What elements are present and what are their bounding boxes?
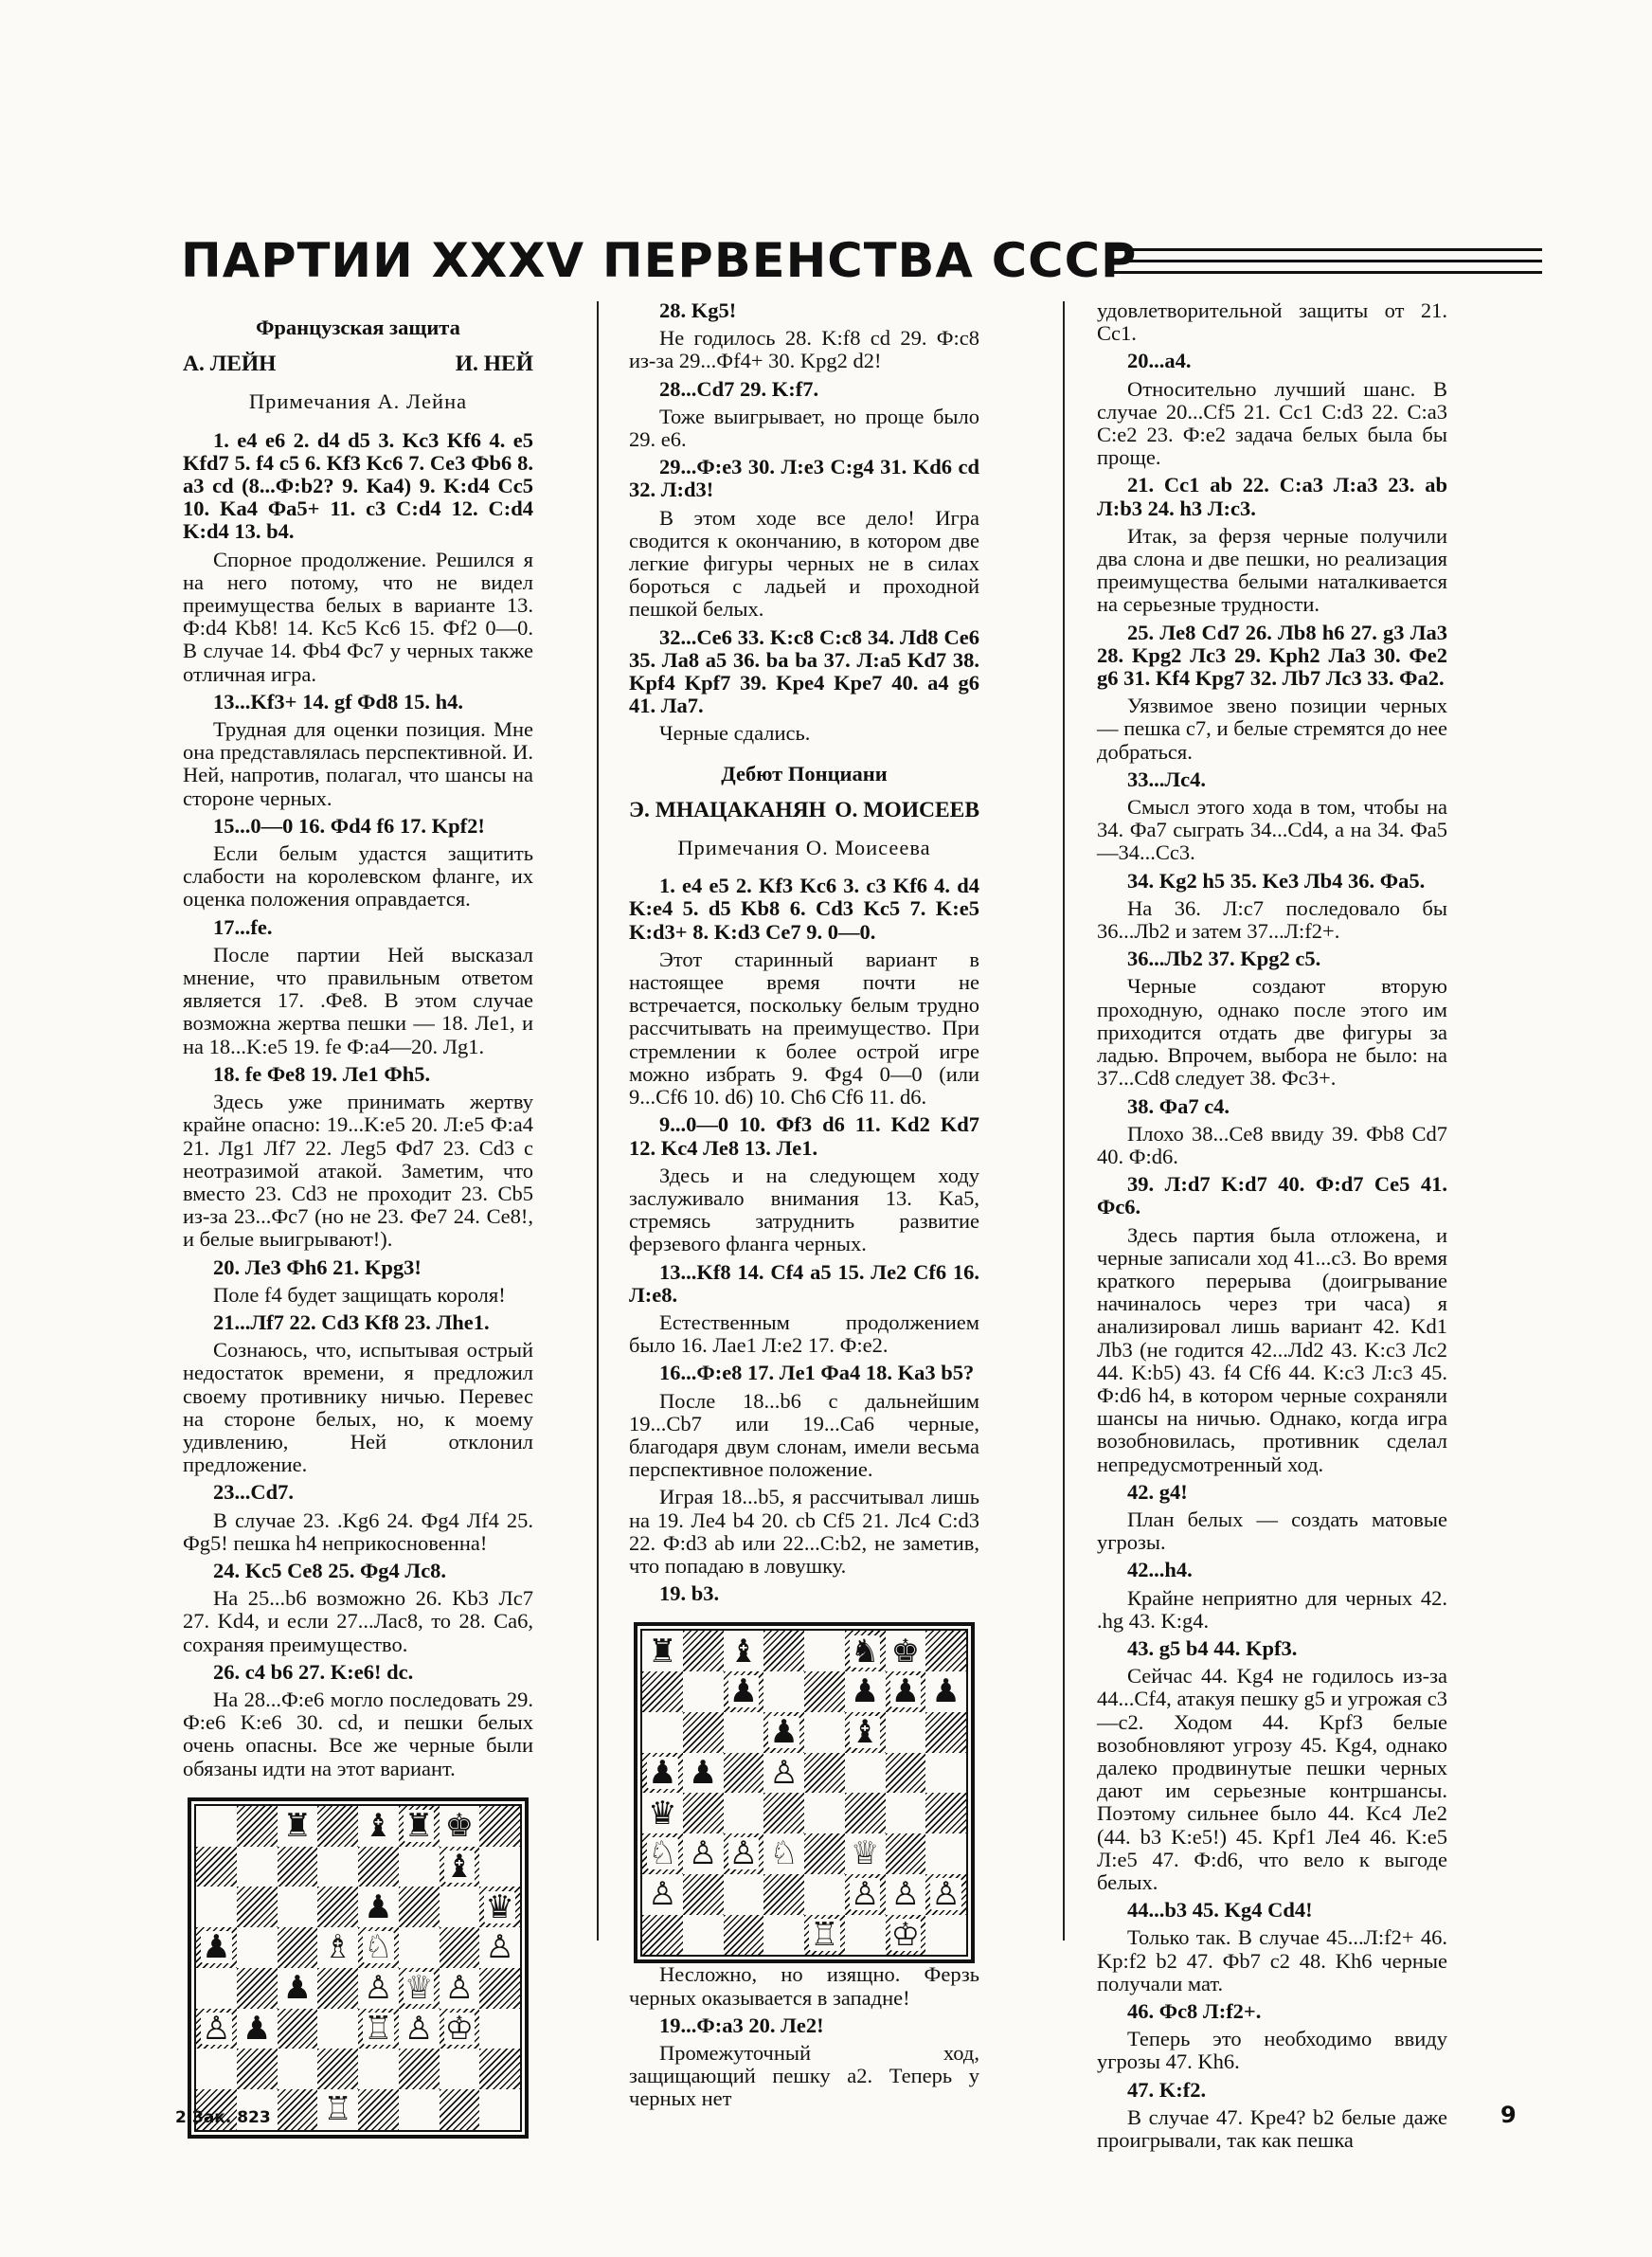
- footer-print-mark: 2 Зак. 823: [175, 2108, 271, 2127]
- moves-text: 21...Лf7 22. Cd3 Kf8 23. Лhe1.: [213, 1309, 490, 1334]
- players-line: [629, 799, 979, 822]
- board-square: [642, 1753, 683, 1794]
- commentary-text: Крайне неприятно для черных 42. .hg 43. K:g4.: [1097, 1585, 1447, 1633]
- commentary-text: Спорное продолжение. Решился я на него потому, что не видел преимущества белых в варианте 13. Ф:d4 Kb8! 14. Kc5 Kc6 15. Фf2 0—0. В случае 14. Фb4 Фc7 у черных также отличная игра.: [183, 547, 533, 686]
- board-square: [317, 2009, 358, 2049]
- chess-piece: ♟: [282, 1969, 313, 2008]
- chess-piece: ♛: [485, 1887, 514, 1926]
- board-square: [683, 1753, 724, 1794]
- commentary-text: В случае 23. .Kg6 24. Фg4 Лf4 25. Фg5! пешка h4 неприкосновенна!: [183, 1508, 533, 1555]
- board-square: [804, 1671, 845, 1712]
- board-square: [845, 1753, 886, 1794]
- board-square: [278, 1806, 318, 1847]
- board-square: [440, 1927, 480, 1968]
- commentary-text: План белых — создать матовые угрозы.: [1097, 1507, 1447, 1555]
- board-square: [804, 1833, 845, 1874]
- board-square: [237, 2009, 278, 2049]
- board-square: [886, 1631, 926, 1671]
- board-square: [804, 1712, 845, 1753]
- moves-text: 38. Фa7 c4.: [1127, 1093, 1230, 1118]
- board-square: [479, 2089, 520, 2130]
- board-square: [724, 1874, 764, 1915]
- board-square: [925, 1631, 966, 1671]
- commentary-text: Смысл этого хода в том, чтобы на 34. Фa7 сыграть 34...Cd4, а на 34. Фa5—34...Cc3.: [1097, 795, 1447, 865]
- board-square: [642, 1833, 683, 1874]
- board-square: [440, 2049, 480, 2089]
- board-square: [196, 2049, 237, 2089]
- text-column-2: [629, 299, 979, 2116]
- board-square: [683, 1671, 724, 1712]
- moves-text: 23...Cd7.: [213, 1480, 295, 1505]
- chess-piece: ♘: [364, 1928, 393, 1967]
- moves-text: 1. e4 e5 2. Kf3 Kc6 3. c3 Kf6 4. d4 K:e4 5. d5 Kb8 6. Cd3 Kc5 7. K:e5 K:d3+ 8. K:d3 Ce7 9. 0—0.: [629, 874, 979, 944]
- board-square: [358, 1887, 399, 1927]
- board-square: [317, 2049, 358, 2089]
- commentary-text: На 28...Ф:e6 могло последовать 29. Ф:e6 K:e6 30. cd, и пешки белых очень опасны. Все же черные были обязаны идти на этот вариант.: [183, 1687, 533, 1780]
- board-square: [317, 1806, 358, 1847]
- board-square: [358, 1847, 399, 1887]
- moves-text: 36...Лb2 37. Kpg2 c5.: [1127, 947, 1321, 971]
- board-square: [642, 1631, 683, 1671]
- chess-board: [640, 1629, 968, 1957]
- board-square: [925, 1874, 966, 1915]
- commentary-text: Теперь это необходимо ввиду угрозы 47. Kh6.: [1097, 2027, 1447, 2074]
- moves-text: 20...a4.: [1127, 349, 1192, 373]
- moves-text: 1. e4 e6 2. d4 d5 3. Kc3 Kf6 4. e5 Kfd7 5. f4 c5 6. Kf3 Kc6 7. Ce3 Фb6 8. a3 cd (8...Ф:b2? 9. Ka4) 9. K:d4 Cc5 10. Ka4 Фa5+ 11. c3 C:d4 12. C:d4 K:d4 13. b4.: [183, 427, 533, 544]
- moves-text: 9...0—0 10. Фf3 d6 11. Kd2 Kd7 12. Kc4 Лe8 13. Лe1.: [629, 1112, 979, 1160]
- board-square: [642, 1671, 683, 1712]
- board-square: [642, 1915, 683, 1956]
- commentary-text: Этот старинный вариант в настоящее время почти не встречается, поскольку белым трудно рассчитывать на преимущество. При стремлении к более острой игре можно избрать 9. Фg4 0—0 (или 9...Cf6 10. d6) 10. Ch6 Cf6 11. d6.: [629, 947, 979, 1110]
- board-square: [479, 2049, 520, 2089]
- board-square: [440, 2089, 480, 2130]
- board-square: [886, 1793, 926, 1833]
- moves-text: 24. Kc5 Ce8 25. Фg4 Лc8.: [213, 1558, 447, 1582]
- board-square: [845, 1915, 886, 1956]
- board-square: [399, 1806, 440, 1847]
- board-square: [763, 1671, 804, 1712]
- chess-piece: ♗: [323, 1928, 352, 1967]
- board-square: [358, 1806, 399, 1847]
- annotator-line: Примечания О. Моисеева: [677, 836, 931, 860]
- chess-piece: ♟: [931, 1672, 961, 1711]
- board-square: [358, 2009, 399, 2049]
- commentary-text: Играя 18...b5, я рассчитывал лишь на 19. Лe4 b4 20. cb Cf5 21. Лc4 C:d3 22. Ф:d3 ab или 22...C:b2, не заметив, что попадаю в ловушку.: [629, 1485, 979, 1578]
- black-player: О. МОИСЕЕВ: [835, 797, 979, 822]
- chess-piece: ♕: [850, 1834, 880, 1873]
- moves-text: 42. g4!: [1127, 1479, 1188, 1504]
- board-square: [845, 1671, 886, 1712]
- chess-piece: ♞: [850, 1632, 880, 1670]
- board-square: [683, 1833, 724, 1874]
- board-square: [317, 1927, 358, 1968]
- chess-piece: ♘: [648, 1834, 677, 1873]
- commentary-text: В случае 47. Kpe4? b2 белые даже проигрывали, так как пешка: [1097, 2104, 1447, 2153]
- chess-piece: ♟: [769, 1713, 799, 1752]
- board-square: [479, 2009, 520, 2049]
- board-square: [479, 1887, 520, 1927]
- chess-piece: ♟: [850, 1672, 880, 1711]
- board-square: [440, 1847, 480, 1887]
- board-square: [724, 1753, 764, 1794]
- commentary-text: Несложно, но изящно. Ферзь черных оказывается в западне!: [629, 1962, 979, 2010]
- chess-piece: ♖: [323, 2090, 352, 2129]
- chess-piece: ♙: [890, 1875, 921, 1914]
- commentary-text: В этом ходе все дело! Игра сводится к окончанию, в котором две легкие фигуры черных не в силах бороться с ладьей и проходной пешкой белых.: [629, 505, 979, 622]
- board-square: [925, 1793, 966, 1833]
- chess-piece: ♟: [648, 1753, 677, 1792]
- board-square: [845, 1712, 886, 1753]
- board-square: [845, 1833, 886, 1874]
- commentary-text: Итак, за ферзя черные получили два слона и две пешки, но реализация преимущества белыми наталкивается на серьезные трудности.: [1097, 523, 1447, 617]
- board-square: [237, 1887, 278, 1927]
- board-square: [763, 1874, 804, 1915]
- chess-piece: ♟: [688, 1753, 718, 1792]
- board-square: [886, 1833, 926, 1874]
- board-square: [237, 1847, 278, 1887]
- chess-piece: ♙: [769, 1753, 799, 1792]
- moves-text: 28...Cd7 29. K:f7.: [659, 376, 819, 401]
- board-square: [804, 1793, 845, 1833]
- black-player: И. НЕЙ: [455, 352, 533, 377]
- board-square: [196, 2009, 237, 2049]
- board-square: [440, 2009, 480, 2049]
- commentary-text: Промежуточный ход, защищающий пешку a2. Теперь у черных нет: [629, 2040, 979, 2111]
- moves-text: 44...b3 45. Kg4 Cd4!: [1127, 1898, 1313, 1923]
- chess-piece: ♚: [890, 1632, 921, 1670]
- board-square: [724, 1915, 764, 1956]
- page-title: ПАРТИИ XXXV ПЕРВЕНСТВА СССР: [181, 233, 1138, 288]
- moves-text: 47. K:f2.: [1127, 2077, 1207, 2102]
- chess-piece: ♙: [404, 2009, 434, 2048]
- board-square: [763, 1712, 804, 1753]
- page-number: 9: [1500, 2102, 1517, 2128]
- board-square: [845, 1874, 886, 1915]
- board-square: [237, 1968, 278, 2009]
- text-column-3: [1097, 299, 1447, 2157]
- chess-piece: ♜: [404, 1807, 434, 1846]
- board-square: [358, 2089, 399, 2130]
- board-square: [724, 1712, 764, 1753]
- commentary-text: На 25...b6 возможно 26. Kb3 Лc7 27. Kd4, и если 27...Лac8, то 28. Ca6, сохраняя преимущество.: [183, 1586, 533, 1656]
- board-square: [642, 1712, 683, 1753]
- text-column-1: [183, 299, 533, 2139]
- commentary-text: Черные создают вторую проходную, однако после этого им приходится отдать две фигуры за ладью. Впрочем, выбора не было: на 37...Cd8 следует 38. Фc3+.: [1097, 974, 1447, 1091]
- board-square: [925, 1915, 966, 1956]
- chess-piece: ♝: [850, 1713, 880, 1752]
- board-square: [399, 1927, 440, 1968]
- board-square: [763, 1833, 804, 1874]
- board-square: [440, 1887, 480, 1927]
- chess-piece: ♝: [728, 1632, 759, 1670]
- commentary-text: Трудная для оценки позиция. Мне она представлялась перспективной. И. Ней, напротив, полагал, что шансы на стороне черных.: [183, 717, 533, 810]
- moves-text: 17...fe.: [213, 914, 273, 939]
- moves-text: 32...Ce6 33. K:c8 C:c8 34. Лd8 Ce6 35. Лa8 a5 36. ba ba 37. Л:a5 Kd7 38. Kpf4 Kpf7 39. Kpe4 Kpe7 40. a4 g6 41. Лa7.: [629, 624, 979, 718]
- board-square: [724, 1671, 764, 1712]
- moves-text: 16...Ф:e8 17. Лe1 Фa4 18. Ka3 b5?: [659, 1361, 975, 1385]
- board-square: [278, 1968, 318, 2009]
- commentary-text: После партии Ней высказал мнение, что правильным ответом является 17. .Фe8. В этом случае возможна жертва пешки — 18. Лe1, и на 18...K:e5 19. fe Ф:a4—20. Лg1.: [183, 942, 533, 1058]
- board-square: [237, 1806, 278, 1847]
- moves-text: 15...0—0 16. Фd4 f6 17. Kpf2!: [213, 813, 485, 838]
- commentary-text: Здесь и на следующем ходу заслуживало внимания 13. Ka5, стремясь затруднить развитие ферзевого фланга черных.: [629, 1163, 979, 1256]
- board-square: [845, 1631, 886, 1671]
- chess-piece: ♟: [728, 1672, 759, 1711]
- chess-piece: ♘: [769, 1834, 799, 1873]
- board-square: [479, 1847, 520, 1887]
- commentary-text: Относительно лучший шанс. В случае 20...Cf5 21. Cc1 C:d3 22. C:a3 C:e2 23. Ф:e2 задача белых была бы проще.: [1097, 376, 1447, 470]
- moves-text: 13...Kf8 14. Cf4 a5 15. Лe2 Cf6 16. Л:e8.: [629, 1259, 979, 1307]
- commentary-text: Плохо 38...Ce8 ввиду 39. Фb8 Cd7 40. Ф:d6.: [1097, 1121, 1447, 1168]
- chess-piece: ♖: [810, 1915, 839, 1954]
- moves-text: 20. Лe3 Фh6 21. Kpg3!: [213, 1255, 422, 1279]
- board-square: [440, 1806, 480, 1847]
- board-square: [724, 1793, 764, 1833]
- board-square: [278, 2049, 318, 2089]
- players-line: [183, 352, 533, 375]
- board-square: [925, 1753, 966, 1794]
- column-divider-1: [597, 301, 599, 1941]
- board-square: [763, 1631, 804, 1671]
- moves-text: 33...Лc4.: [1127, 767, 1207, 791]
- board-square: [196, 1806, 237, 1847]
- commentary-text: удовлетворительной защиты от 21. Cc1.: [1097, 298, 1447, 346]
- board-square: [763, 1753, 804, 1794]
- board-square: [317, 1847, 358, 1887]
- chess-piece: ♙: [202, 2009, 231, 2048]
- commentary-text: На 36. Л:c7 последовало бы 36...Лb2 и затем 37...Л:f2+.: [1097, 895, 1447, 944]
- board-square: [804, 1753, 845, 1794]
- board-square: [358, 1927, 399, 1968]
- chess-diagram: [634, 1622, 975, 1963]
- chess-piece: ♟: [364, 1887, 393, 1926]
- moves-text: 29...Ф:e3 30. Л:e3 C:g4 31. Kd6 cd 32. Л:d3!: [629, 455, 979, 502]
- chess-piece: ♙: [688, 1834, 718, 1873]
- board-square: [399, 1887, 440, 1927]
- board-square: [479, 1806, 520, 1847]
- board-square: [278, 1847, 318, 1887]
- board-square: [925, 1671, 966, 1712]
- board-square: [683, 1712, 724, 1753]
- board-square: [763, 1915, 804, 1956]
- board-square: [886, 1753, 926, 1794]
- board-square: [642, 1793, 683, 1833]
- moves-text: 19...Ф:a3 20. Лe2!: [659, 2013, 824, 2037]
- board-square: [886, 1915, 926, 1956]
- white-player: Э. МНАЦАКАНЯН: [629, 797, 826, 822]
- commentary-text: Черные сдались.: [659, 721, 811, 746]
- board-square: [724, 1833, 764, 1874]
- chess-piece: ♟: [242, 2009, 272, 2048]
- board-square: [317, 1968, 358, 2009]
- chess-piece: ♙: [485, 1928, 514, 1967]
- moves-text: 39. Л:d7 K:d7 40. Ф:d7 Ce5 41. Фc6.: [1097, 1172, 1447, 1219]
- annotator-line: Примечания А. Лейна: [248, 389, 468, 414]
- board-square: [358, 1968, 399, 2009]
- chess-diagram: [188, 1797, 529, 2139]
- board-square: [278, 1927, 318, 1968]
- chess-piece: ♙: [648, 1875, 677, 1914]
- chess-piece: ♙: [728, 1834, 759, 1873]
- commentary-text: Сознаюсь, что, испытывая острый недостаток времени, я предложил своему противнику ничью. Перевес на стороне белых, но, к моему удивлению, Ней отклонил предложение.: [183, 1338, 533, 1477]
- board-square: [317, 1887, 358, 1927]
- commentary-text: Если белым удастся защитить слабости на королевском фланге, их оценка положения оправдается.: [183, 841, 533, 912]
- chess-piece: ♔: [890, 1915, 921, 1954]
- board-square: [399, 1847, 440, 1887]
- chess-piece: ♝: [444, 1847, 475, 1886]
- board-square: [196, 1927, 237, 1968]
- board-square: [278, 2089, 318, 2130]
- moves-text: 28. Kg5!: [659, 298, 737, 322]
- moves-text: 43. g5 b4 44. Kpf3.: [1127, 1635, 1298, 1660]
- commentary-text: Естественным продолжением было 16. Лae1 Л:e2 17. Ф:e2.: [629, 1309, 979, 1358]
- board-square: [479, 1927, 520, 1968]
- chess-piece: ♙: [444, 1969, 475, 2008]
- chess-piece: ♜: [648, 1632, 677, 1670]
- board-square: [804, 1915, 845, 1956]
- moves-text: 26. c4 b6 27. K:e6! dc.: [213, 1659, 414, 1684]
- board-square: [358, 2049, 399, 2089]
- chess-piece: ♙: [931, 1875, 961, 1914]
- chess-piece: ♙: [850, 1875, 880, 1914]
- board-square: [196, 1968, 237, 2009]
- chess-piece: ♔: [444, 2009, 475, 2048]
- commentary-text: Тоже выигрывает, но проще было 29. e6.: [629, 404, 979, 452]
- chess-piece: ♟: [202, 1928, 231, 1967]
- board-square: [886, 1671, 926, 1712]
- board-square: [440, 1968, 480, 2009]
- board-square: [196, 1887, 237, 1927]
- board-square: [683, 1874, 724, 1915]
- chess-piece: ♖: [364, 2009, 393, 2048]
- commentary-text: Сейчас 44. Kg4 не годилось из-за 44...Cf4, атакуя пешку g5 и угрожая c3—c2. Ходом 44. Kpf3 белые возобновляют угрозу 45. Kg4, однако далеко продвинутые пешки черных дают им серьезные контршансы. Поэтому сильнее было 44. Kc4 Лe2 (44. b3 K:e5!) 45. Kpf1 Лe4 46. K:e5 Л:e5 47. Ф:d6, что вело к выгоде белых.: [1097, 1664, 1447, 1894]
- chess-piece: ♚: [444, 1807, 475, 1846]
- board-square: [683, 1915, 724, 1956]
- commentary-text: Здесь уже принимать жертву крайне опасно: 19...K:e5 20. Л:e5 Ф:a4 21. Лg1 Лf7 22. Лeg5 Фd7 23. Cd3 с неотразимой атакой. Заметим, что вместо 23. Cd3 не проходит 23. Cb5 из-за 23...Фc7 (но не 23. Фe7 24. Ce8!, и белые выигрывают!).: [183, 1090, 533, 1252]
- board-square: [479, 1968, 520, 2009]
- board-square: [237, 1927, 278, 1968]
- board-square: [399, 2089, 440, 2130]
- commentary-text: Здесь партия была отложена, и черные записали ход 41...c3. Во время краткого перерыва (доигрывание начиналось через три часа) я анализировал лишь вариант 42. Kd1 Лb3 (не годится 42...Лd2 43. K:c3 Лc2 44. K:b5) 43. f4 Cf6 44. K:c3 Л:c3 45. Ф:d6 h4, в котором черные сохраняли шансы на ничью. Однако, когда игра возобновилась, противник сделал непредусмотренный ход.: [1097, 1222, 1447, 1476]
- commentary-text: Только так. В случае 45...Л:f2+ 46. Kp:f2 b2 47. Фb7 c2 48. Kh6 черные получали мат.: [1097, 1925, 1447, 1995]
- chess-piece: ♙: [364, 1969, 393, 2008]
- moves-text: 19. b3.: [659, 1581, 720, 1606]
- title-rules: [1110, 248, 1542, 282]
- board-square: [886, 1712, 926, 1753]
- moves-text: 21. Cc1 ab 22. C:a3 Л:a3 23. ab Л:b3 24. h3 Л:c3.: [1097, 473, 1447, 520]
- board-square: [317, 2089, 358, 2130]
- board-square: [278, 2009, 318, 2049]
- chess-board: [194, 1804, 522, 2132]
- board-square: [399, 2009, 440, 2049]
- board-square: [278, 1887, 318, 1927]
- moves-text: 42...h4.: [1127, 1558, 1193, 1582]
- commentary-text: Поле f4 будет защищать короля!: [213, 1282, 506, 1307]
- board-square: [804, 1631, 845, 1671]
- board-square: [237, 2049, 278, 2089]
- commentary-text: Не годилось 28. K:f8 cd 29. Ф:c8 из-за 29...Фf4+ 30. Kpg2 d2!: [629, 326, 979, 373]
- moves-text: 25. Лe8 Cd7 26. Лb8 h6 27. g3 Лa3 28. Kpg2 Лc3 29. Kph2 Лa3 30. Фe2 g6 31. Kf4 Kpg7 32. Лb7 Лc3 33. Фa2.: [1097, 620, 1447, 691]
- board-square: [845, 1793, 886, 1833]
- moves-text: 46. Фc8 Л:f2+.: [1127, 1999, 1262, 2024]
- board-square: [399, 2049, 440, 2089]
- moves-text: 13...Kf3+ 14. gf Фd8 15. h4.: [213, 689, 464, 713]
- board-square: [763, 1793, 804, 1833]
- moves-text: 18. fe Фe8 19. Лe1 Фh5.: [213, 1061, 431, 1086]
- board-square: [642, 1874, 683, 1915]
- commentary-text: После 18...b6 с дальнейшим 19...Cb7 или 19...Ca6 черные, благодаря двум слонам, имели весьма перспективное положение.: [629, 1388, 979, 1482]
- chess-piece: ♕: [404, 1969, 434, 2008]
- board-square: [925, 1712, 966, 1753]
- opening-heading: Французская защита: [256, 316, 460, 339]
- board-square: [925, 1833, 966, 1874]
- board-square: [804, 1874, 845, 1915]
- chess-piece: ♜: [282, 1807, 313, 1846]
- chess-piece: ♝: [364, 1807, 393, 1846]
- board-square: [886, 1874, 926, 1915]
- chess-piece: ♟: [890, 1672, 921, 1711]
- board-square: [683, 1793, 724, 1833]
- commentary-text: Уязвимое звено позиции черных — пешка c7, и белые стремятся до нее добраться.: [1097, 694, 1447, 764]
- opening-heading: Дебют Понциани: [721, 761, 888, 785]
- chess-piece: ♛: [648, 1794, 677, 1833]
- board-square: [196, 1847, 237, 1887]
- moves-text: 34. Kg2 h5 35. Ke3 Лb4 36. Фa5.: [1127, 868, 1426, 893]
- white-player: А. ЛЕЙН: [183, 352, 277, 377]
- board-square: [724, 1631, 764, 1671]
- column-divider-2: [1063, 301, 1065, 1941]
- board-square: [399, 1968, 440, 2009]
- board-square: [683, 1631, 724, 1671]
